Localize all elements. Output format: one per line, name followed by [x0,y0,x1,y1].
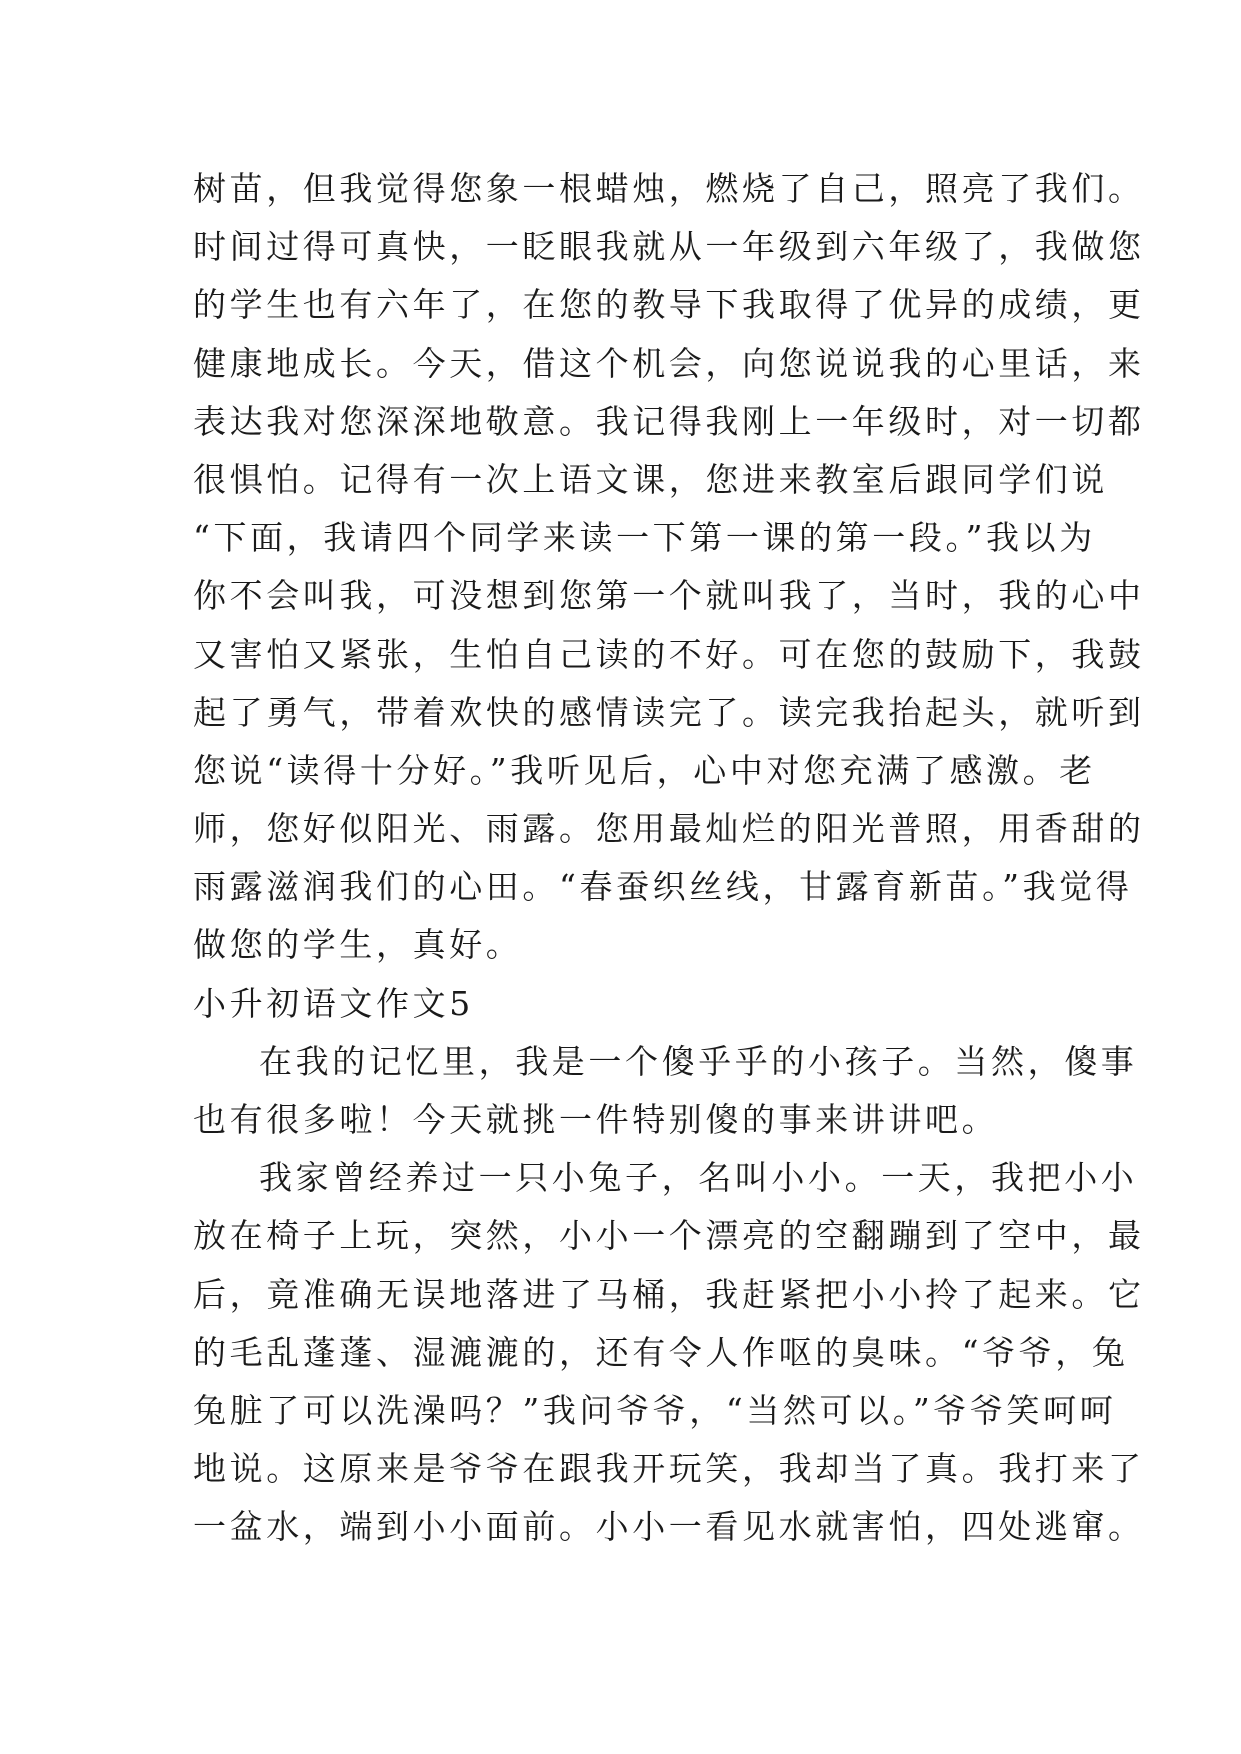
paragraph-1 [193,1033,1138,1149]
paragraph-2 [193,1149,1145,1556]
text-line: 很惧怕。记得有一次上语文课，您进来教室后跟同学们说 [193,459,1108,499]
text-line: 我家曾经养过一只小兔子，名叫小小。一天，我把小小 [259,1158,1138,1198]
text-line: 做您的学生，真好。 [193,925,523,965]
text-line: 雨露滋润我们的心田。“春蚕织丝线，甘露育新苗。”我觉得 [193,867,1133,907]
text-line: 时间过得可真快，一眨眼我就从一年级到六年级了，我做您 [193,227,1145,267]
text-line: 你不会叫我，可没想到您第一个就叫我了，当时，我的心中 [193,576,1145,616]
text-line: 树苗，但我觉得您象一根蜡烛，燃烧了自己，照亮了我们。 [193,169,1145,208]
text-line: 兔脏了可以洗澡吗？”我问爷爷，“当然可以。”爷爷笑呵呵 [193,1390,1117,1430]
text-line: 放在椅子上玩，突然，小小一个漂亮的空翻蹦到了空中，最 [193,1216,1145,1256]
text-line: 又害怕又紧张，生怕自己读的不好。可在您的鼓励下，我鼓 [193,634,1145,674]
essay-title: 小升初语文作文5 [193,983,474,1023]
text-line: 在我的记忆里，我是一个傻乎乎的小孩子。当然，傻事 [259,1041,1138,1081]
text-line: 也有很多啦！今天就挑一件特别傻的事来讲讲吧。 [193,1100,999,1139]
text-line: 地说。这原来是爷爷在跟我开玩笑，我却当了真。我打来了 [193,1449,1145,1489]
text-line: 起了勇气，带着欢快的感情读完了。读完我抬起头，就听到 [193,692,1145,732]
text-line: 的毛乱蓬蓬、湿漉漉的，还有令人作呕的臭味。“爷爷，兔 [193,1332,1129,1372]
text-line: 健康地成长。今天，借这个机会，向您说说我的心里话，来 [193,343,1145,383]
document-body [193,160,1145,1557]
text-line: 的学生也有六年了，在您的教导下我取得了优异的成绩，更 [193,285,1145,325]
text-line: 后，竟准确无误地落进了马桶，我赶紧把小小拎了起来。它 [193,1274,1145,1314]
text-line: “下面，我请四个同学来读一下第一课的第一段。”我以为 [193,518,1096,558]
text-line: 您说“读得十分好。”我听见后，心中对您充满了感激。老 [193,750,1096,790]
paragraph-continuation [193,160,1145,975]
text-line: 一盆水，端到小小面前。小小一看见水就害怕，四处逃窜。 [193,1507,1145,1547]
text-line: 师，您好似阳光、雨露。您用最灿烂的阳光普照，用香甜的 [193,809,1145,849]
text-line: 表达我对您深深地敬意。我记得我刚上一年级时，对一切都 [193,401,1145,441]
